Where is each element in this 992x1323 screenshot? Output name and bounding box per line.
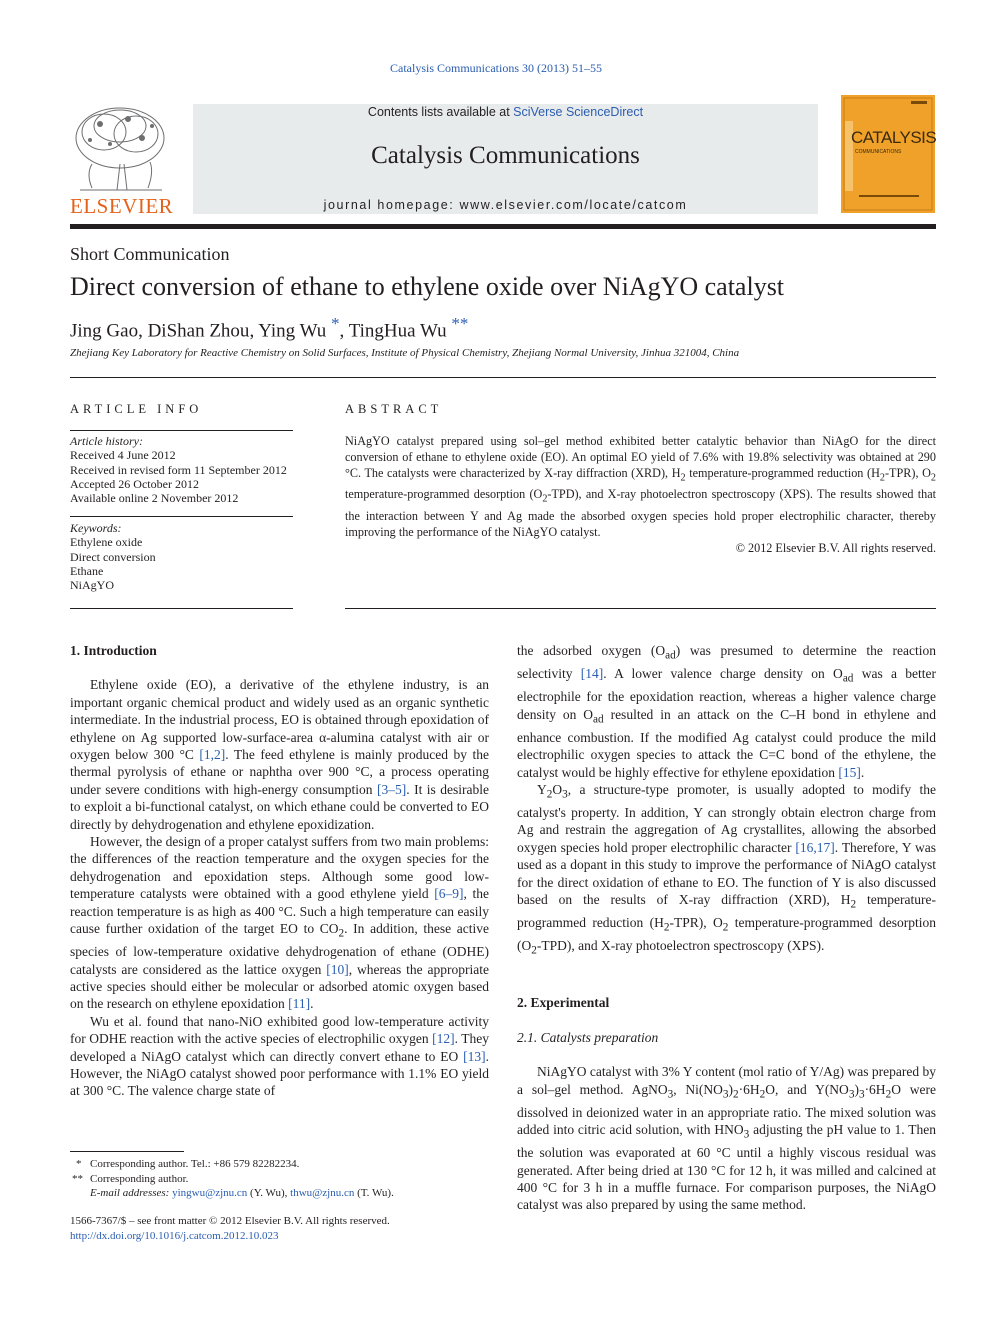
article-title: Direct conversion of ethane to ethylene oxide over NiAgYO catalyst — [70, 272, 785, 301]
abstract-heading: ABSTRACT — [345, 402, 443, 416]
author-name: DiShan Zhou — [147, 320, 250, 342]
elsevier-logo[interactable] — [70, 104, 174, 218]
divider — [70, 608, 293, 609]
paragraph: the adsorbed oxygen $(O_{ad})$ was presumed to determine the reaction selectivity [14]. A lower valence charge density on $O_{ad}$ was a better electrophile for the epoxidation reaction, whereas a higher valence charge density on $O_{ad}$ resulted in an attack on the C–H bond in ethylene and enhance combustion. If the modified Ag catalyst could produce the mild electrophilic oxygen species to attack the C=C bond of the ethylene, the catalyst would be highly effective for ethylene epoxidation [15]. — [517, 643, 936, 780]
doi-link[interactable]: http://dx.doi.org/10.1016/j.catcom.2012.10.023 — [70, 1229, 279, 1242]
journal-homepage[interactable]: journal homepage: www.elsevier.com/locate/catcom — [323, 198, 688, 212]
author-name: Jing Gao — [70, 320, 139, 342]
header-rule — [70, 224, 936, 229]
history-item: Accepted 26 October 2012 — [70, 476, 199, 491]
paragraph: Wu et al. found that nano-NiO exhibited good low-temperature activity for ODHE reaction with the active species of electrophilic oxygen [12]. They developed a NiAgO catalyst which can directly convert ethane to EO [13]. However, the NiAgO catalyst showed poor performance with 1.1% EO yield at 300 °C. The valence charge state of — [70, 1013, 490, 1099]
paragraph: Ethylene oxide (EO), a derivative of the ethylene industry, is an important organic chemical product and widely used as an organic synthetic intermediate. In the industrial process, EO is obtained through epoxidation of ethylene on Ag supported low-surface-area α-alumina catalyst with air or oxygen below 300 °C [1,2]. The feed ethylene is mainly produced by the thermal pyrolysis of ethane or naphtha over 900 °C, a process operating under severe conditions with high-energy consumption [3–5]. It is desirable to exploit a bi-functional catalyst, on which ethane could be converted to EO directly by dehydrogenation and ethylene epoxidization. — [70, 677, 490, 832]
citation-link[interactable]: [1,2] — [199, 747, 226, 763]
paragraph: $Y_2O_3$, a structure-type promoter, is usually adopted to modify the catalyst's property. In addition, Y can strongly obtain electron charge from Ag and restrain the aggregation of Ag crystallites, allowing the absorbed oxygen species hold proper electrophilic character [16,17]. Therefore, Y was used as a dopant in this study to improve the performance of NiAgO catalyst for the direct oxidation of ethane to EO. The function of Y is also discussed based on the results of X-ray diffraction (XRD), $H_2$ temperature-programmed reduction $(H_2-TPR)$, $O_2$ temperature-programmed desorption $(O_2-TPD)$, and X-ray photoelectron spectroscopy (XPS). — [517, 781, 937, 957]
history-item: Received in revised form 11 September 2012 — [70, 462, 287, 477]
divider — [70, 430, 293, 431]
paragraph: NiAgYO catalyst with 3% Y content (mol ratio of Y/Ag) was prepared by a sol–gel method. AgNO$_3$, $Ni(NO_3)_2\cdot 6H_2O$, and $Y(NO_3)_3\cdot 6H_2O$ were dissolved in deionized water in an appropriate ratio. The mixed solution was added into citric acid solution, with $HNO_3$ adjusting the pH value to 1. Then the solution was evaporated at 60 °C until a highly viscous residual was generated. After being dried at 130 °C for 12 h, it was milled and calcined at 400 °C for 3 h in a muffle furnace. For comparison purposes, the NiAgO catalyst was also prepared by using the same method. — [517, 1064, 936, 1213]
section-heading: 2. Experimental — [517, 995, 610, 1011]
author-name: TingHua Wu — [348, 320, 447, 342]
citation-link[interactable]: [11] — [288, 996, 311, 1012]
keyword-item: Ethane — [70, 563, 104, 578]
divider — [345, 608, 936, 609]
email-link[interactable]: thwu@zjnu.cn — [290, 1187, 355, 1199]
corresponding-mark[interactable]: * — [331, 314, 340, 333]
copyright: © 2012 Elsevier B.V. All rights reserved. — [735, 540, 936, 555]
history-item: Received 4 June 2012 — [70, 448, 176, 463]
journal-citation[interactable]: Catalysis Communications 30 (2013) 51–55 — [390, 61, 602, 75]
sciencedirect-link[interactable]: SciVerse ScienceDirect — [513, 105, 644, 119]
cover-title: CATALYSIS — [851, 128, 937, 147]
journal-title: Catalysis Communications — [371, 142, 640, 169]
citation-link[interactable]: [15] — [838, 764, 861, 780]
subsection-heading: 2.1. Catalysts preparation — [517, 1029, 659, 1045]
elsevier-wordmark: ELSEVIER — [70, 194, 174, 218]
history-item: Available online 2 November 2012 — [70, 491, 239, 506]
page-footer — [70, 1214, 390, 1243]
footnotes: * Corresponding author. Tel.: +86 579 82282234. ** Corresponding author. E-mail addresses: yingwu@zjnu.cn (Y. Wu), thwu@zjnu.cn (T. Wu). — [72, 1158, 394, 1199]
journal-banner — [193, 104, 818, 214]
paragraph: However, the design of a proper catalyst suffers from two main problems: the differences of the reaction temperature and the oxygen species for the dehydrogenation and epoxidation steps. Although some good low-temperature catalysts were obtained with a good ethylene yield [6–9], the reaction temperature is as high as 400 °C. Such a high temperature can easily cause further oxidation of the target EO to $CO_2$. In addition, these active species of low-temperature oxidative dehydrogenation of ethane (ODHE) catalysts are considered as the lattice oxygen [10], whereas the appropriate active species should either be molecular or adsorbed atomic oxygen based on the research on ethylene epoxidation [11]. — [70, 834, 490, 1012]
keyword-item: Direct conversion — [70, 549, 156, 564]
divider — [70, 377, 936, 378]
tree-icon — [70, 104, 172, 196]
keywords: Keywords: Ethylene oxide Direct conversion Ethane NiAgYO — [70, 521, 293, 592]
citation-link[interactable]: [3–5] — [376, 781, 407, 797]
citation-link[interactable]: [13] — [463, 1048, 486, 1064]
cover-subtitle: COMMUNICATIONS — [855, 149, 902, 155]
left-column — [70, 642, 489, 1100]
divider — [70, 516, 293, 517]
abstract-text: NiAgYO catalyst prepared using sol–gel method exhibited better catalytic behavior than NiAgO for the direct conversion of ethane to ethylene oxide (EO). An optimal EO yield of 7.6% with 19.8% selectivity was obtained at 290 °C. The catalysts were characterized by X-ray diffraction (XRD), $H_2$ temperature-programmed reduction $(H_2-TPR)$, $O_2$ temperature-programmed desorption $(O_2-TPD)$, and X-ray photoelectron spectroscopy (XPS). The results showed that the interaction between Y and Ag made the absorbed oxygen species hold proper electrophilic character, thereby improving the performance of the NiAgYO catalyst. © 2012 Elsevier B.V. All rights reserved. — [345, 434, 936, 555]
section-type: Short Communication — [70, 244, 230, 264]
corresponding-mark[interactable]: ** — [451, 314, 469, 333]
citation-link[interactable]: [6–9] — [434, 886, 464, 902]
keyword-item: Ethylene oxide — [70, 535, 143, 550]
email-link[interactable]: yingwu@zjnu.cn — [172, 1187, 248, 1199]
section-heading: 1. Introduction — [70, 643, 157, 658]
citation-link[interactable]: [10] — [326, 961, 349, 977]
right-column — [517, 642, 936, 1214]
issn-line: 1566-7367/$ – see front matter © 2012 Elsevier B.V. All rights reserved. — [70, 1215, 390, 1227]
citation-link[interactable]: [14] — [580, 666, 604, 682]
contents-line: Contents lists available at SciVerse ScienceDirect — [367, 105, 644, 119]
article-history: Article history: Received 4 June 2012 Received in revised form 11 September 2012 Accepted 26 October 2012 Available online 2 November 2012 — [70, 434, 293, 505]
keyword-item: NiAgYO — [70, 578, 114, 593]
citation-link[interactable]: [12] — [432, 1031, 455, 1047]
footnote-rule — [70, 1151, 184, 1152]
author-list: Jing Gao, DiShan Zhou, Ying Wu *, TingHua Wu ** — [70, 314, 469, 342]
article-info-heading: ARTICLE INFO — [70, 402, 203, 416]
affiliation: Zhejiang Key Laboratory for Reactive Chemistry on Solid Surfaces, Institute of Physical Chemistry, Zhejiang Normal University, Jinhua 321004, China — [70, 347, 740, 359]
author-name: Ying Wu — [258, 320, 327, 342]
journal-cover[interactable] — [841, 95, 935, 213]
citation-link[interactable]: [16,17] — [795, 839, 835, 855]
